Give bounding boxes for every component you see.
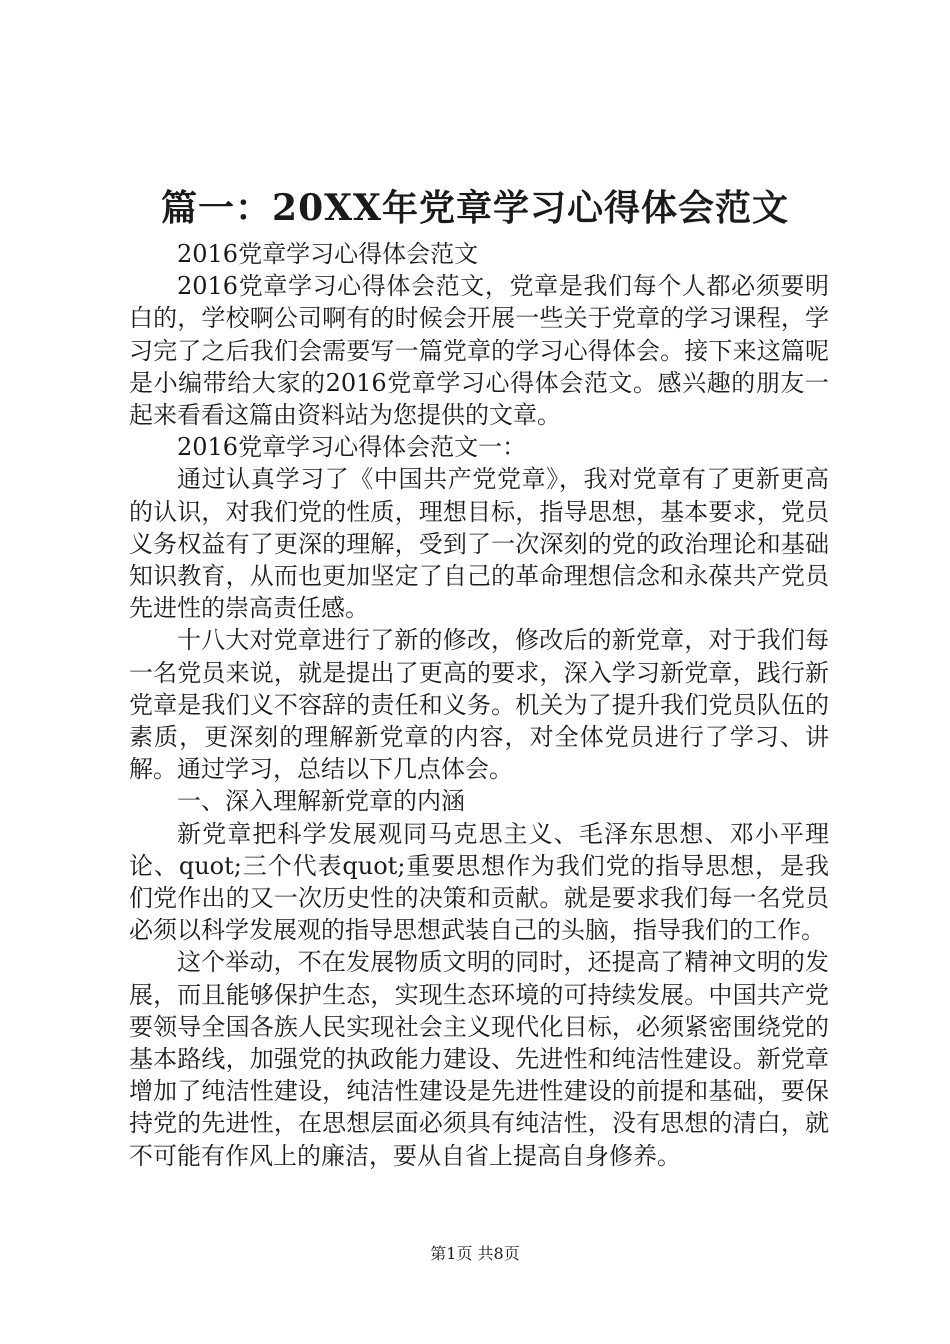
paragraph-guiding-thought: 新党章把科学发展观同马克思主义、毛泽东思想、邓小平理论、quot;三个代表quot;重要思想作为我们党的指导思想，是我们党作出的又一次历史性的决策和贡献。就是要求我们每一名党员必须以科学发展观的指导思想武装自己的头脑，指导我们的工作。 (129, 819, 829, 945)
paragraph-study-reflection: 通过认真学习了《中国共产党党章》，我对党章有了更新更高的认识，对我们党的性质，理想目标，指导思想，基本要求，党员义务权益有了更深的理解，受到了一次深刻的党的政治理论和基础知识教育，从而也更加坚定了自己的革命理想信念和永葆共产党员先进性的崇高责任感。 (129, 465, 829, 623)
document-title: 篇一：20XX年党章学习心得体会范文 (161, 187, 789, 229)
page-number: 第1页 共8页 (430, 1244, 520, 1263)
document-body (129, 238, 829, 1172)
paragraph-subtitle: 2016党章学习心得体会范文 (177, 240, 479, 268)
paragraph-purity-building: 这个举动，不在发展物质文明的同时，还提高了精神文明的发展，而且能够保护生态，实现生态环境的可持续发展。中国共产党要领导全国各族人民实现社会主义现代化目标，必须紧密围绕党的基本路线，加强党的执政能力建设、先进性和纯洁性建设。新党章增加了纯洁性建设，纯洁性建设是先进性建设的前提和基础，要保持党的先进性，在思想层面必须具有纯洁性，没有思想的清白，就不可能有作风上的廉洁，要从自省上提高自身修养。 (129, 948, 829, 1170)
paragraph-section-label: 2016党章学习心得体会范文一： (177, 433, 527, 462)
paragraph-eighteenth-congress: 十八大对党章进行了新的修改，修改后的新党章，对于我们每一名党员来说，就是提出了更高的要求，深入学习新党章，践行新党章是我们义不容辞的责任和义务。机关为了提升我们党员队伍的素质，更深刻的理解新党章的内容，对全体党员进行了学习、讲解。通过学习，总结以下几点体会。 (129, 626, 829, 784)
paragraph-intro: 2016党章学习心得体会范文，党章是我们每个人都必须要明白的，学校啊公司啊有的时候会开展一些关于党章的学习课程，学习完了之后我们会需要写一篇党章的学习心得体会。接下来这篇呢是小编带给大家的2016党章学习心得体会范文。感兴趣的朋友一起来看看这篇由资料站为您提供的文章。 (129, 272, 829, 430)
paragraph-heading-one: 一、深入理解新党章的内涵 (177, 787, 465, 816)
